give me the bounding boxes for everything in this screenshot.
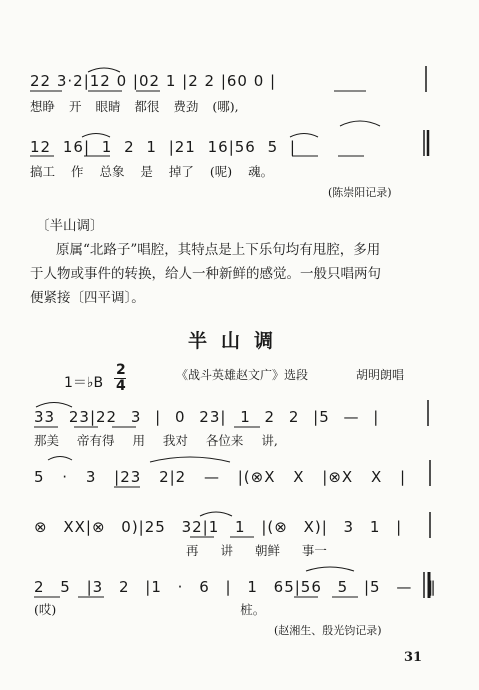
singer-credit: 胡明朗唱 bbox=[356, 368, 405, 382]
top-score-lyrics-2: 搞工 作 总象 是 掉了 (呢) 魂。 bbox=[30, 164, 274, 179]
slur-mark bbox=[88, 68, 120, 72]
top-score-notes-2: 12 16| 1 2 1 |21 16|56 5 | bbox=[30, 138, 296, 156]
key-signature: 1＝♭B bbox=[64, 375, 104, 391]
song-title: 半山调 bbox=[188, 330, 288, 352]
top-score-notes-1: 22 3·2|12 0 |02 1 |2 2 |60 0 | bbox=[30, 72, 277, 90]
time-signature-bottom: 4 bbox=[116, 378, 126, 394]
section-heading: 〔半山调〕 bbox=[36, 218, 104, 234]
page-number: 31 bbox=[404, 650, 423, 665]
top-score-credit: (陈崇阳记录) bbox=[328, 186, 392, 199]
song-notes-3: ⊗ XX|⊗ 0)|25 32|1 1 |(⊗ X)| 3 1 | bbox=[34, 518, 403, 536]
song-notes-1: 33 23|22 3 | 0 23| 1 2 2 |5 — | bbox=[34, 408, 380, 426]
paragraph-line-1: 原属“北路子”唱腔，其特点是上下乐句均有甩腔，多用 bbox=[56, 242, 381, 258]
song-lyrics-3: 再 讲 朝鲜 事一 bbox=[186, 543, 327, 558]
top-score-lyrics-1: 想睁 开 眼睛 都很 费劲 (哪), bbox=[30, 99, 239, 114]
paragraph-line-3: 便紧接〔四平调〕。 bbox=[30, 290, 145, 306]
paragraph-line-2: 于人物或事件的转换，给人一种新鲜的感觉。一般只唱两句 bbox=[30, 266, 381, 282]
song-notes-4: 2 5 |3 2 |1 · 6 | 1 65|56 5 |5 — ‖ bbox=[34, 578, 437, 596]
song-source: 《战斗英雄赵文广》选段 bbox=[176, 368, 309, 382]
time-signature-top: 2 bbox=[116, 362, 126, 378]
song-lyrics-1: 那美 帝有得 用 我对 各位来 讲, bbox=[34, 433, 278, 448]
song-credit: (赵湘生、殷光钧记录) bbox=[274, 624, 382, 637]
song-notes-2: 5 · 3 |23 2|2 — |(⊗X X |⊗X X | bbox=[34, 468, 407, 486]
song-lyrics-4: (哎) 桩。 bbox=[34, 602, 266, 617]
